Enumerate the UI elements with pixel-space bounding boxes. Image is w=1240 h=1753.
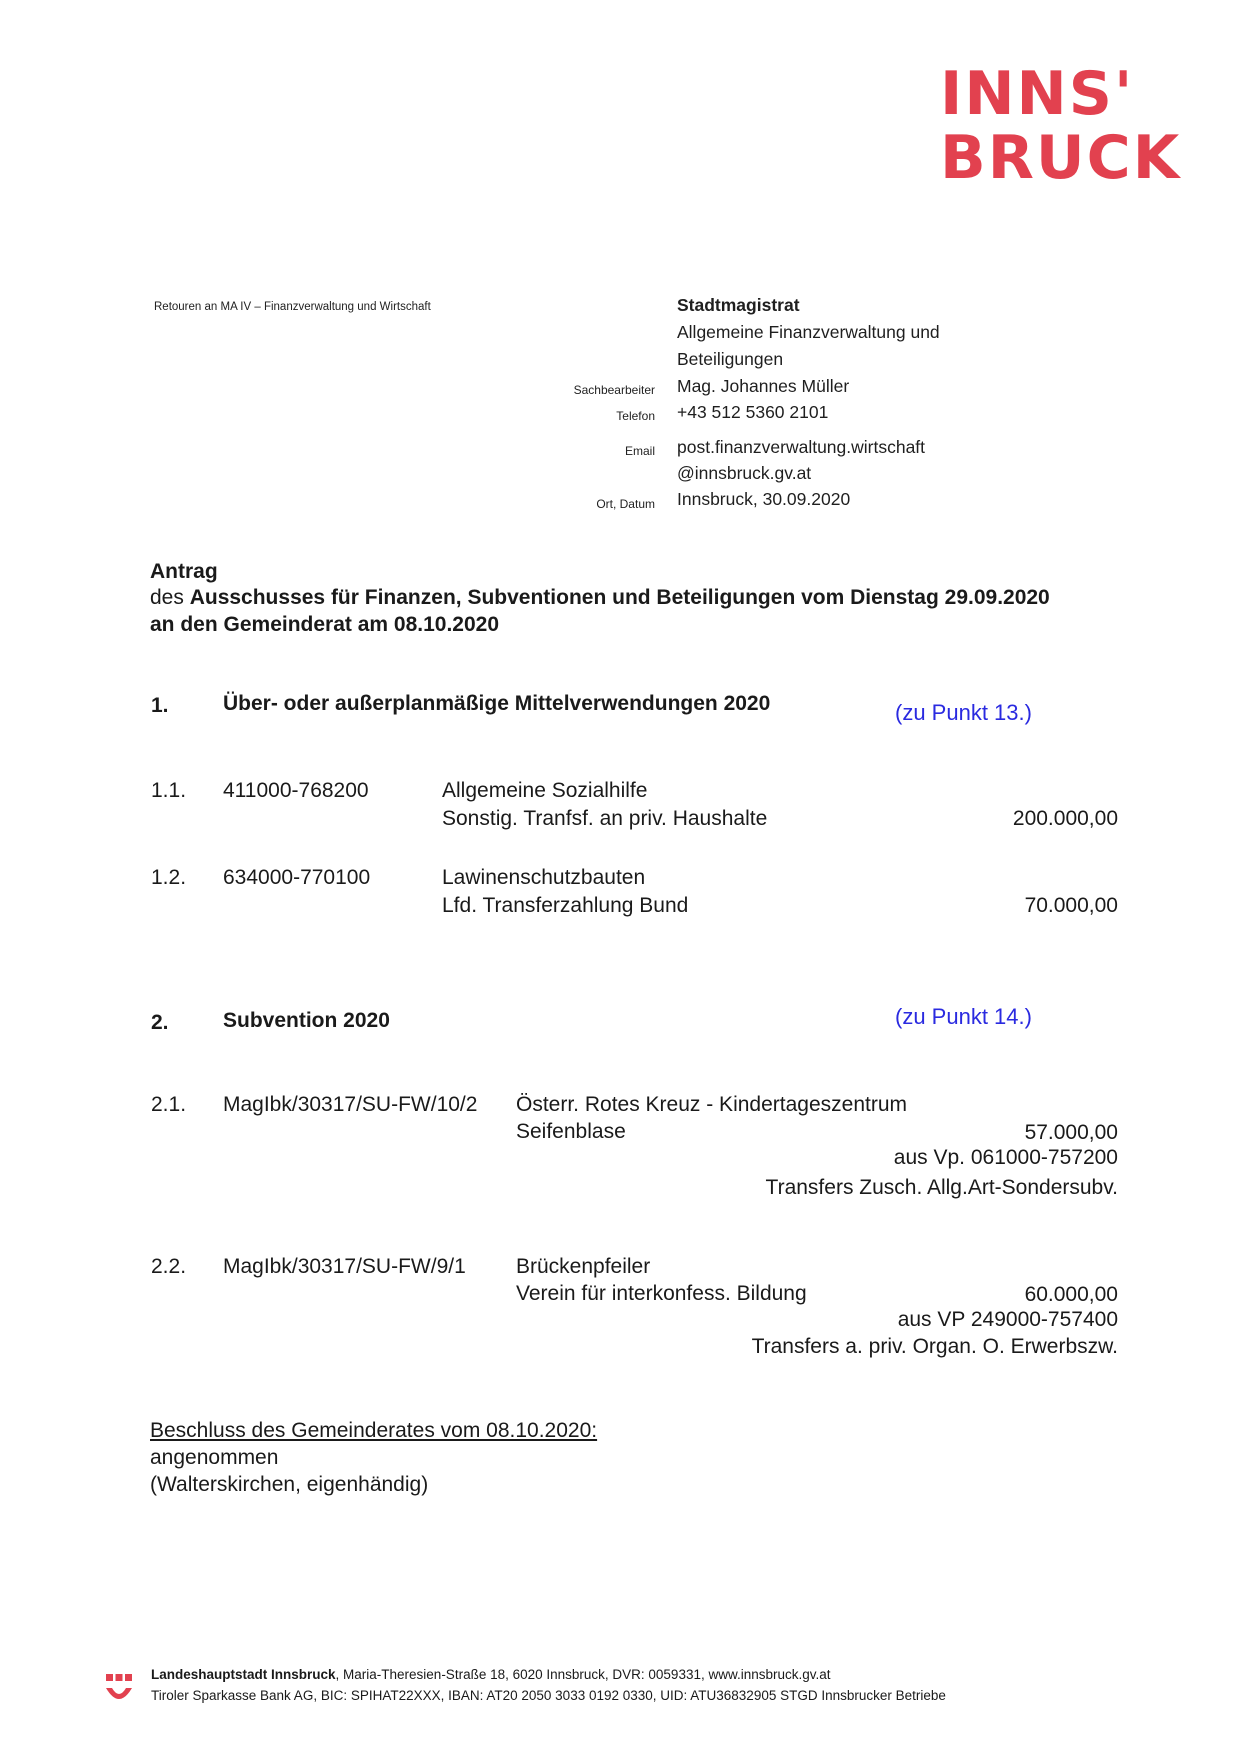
- resolution-result: angenommen: [150, 1446, 279, 1469]
- clerk-label: Sachbearbeiter: [573, 383, 655, 397]
- footer-city-name: Landeshauptstadt Innsbruck: [151, 1667, 336, 1682]
- logo-line-1: INNS': [940, 59, 1135, 129]
- item-2-2-code: MagIbk/30317/SU-FW/9/1: [223, 1255, 466, 1278]
- item-1-2-amount: 70.000,00: [1024, 894, 1118, 917]
- city-logo: [940, 59, 1182, 193]
- item-1-1-desc1: Allgemeine Sozialhilfe: [442, 779, 648, 802]
- email-line1: post.finanzverwaltung.wirtschaft: [677, 437, 926, 457]
- item-1-1-code: 411000-768200: [223, 779, 369, 802]
- title-line-2-prefix: des: [150, 586, 184, 609]
- email-label: Email: [624, 444, 655, 458]
- section2-title: Subvention 2020: [223, 1009, 390, 1032]
- item-2-1-code: MagIbk/30317/SU-FW/10/2: [223, 1093, 478, 1116]
- item-2-2-desc2: Verein für interkonfess. Bildung: [516, 1282, 807, 1305]
- item-2-2-number: 2.2.: [151, 1255, 187, 1278]
- title-line-2: [150, 584, 1050, 611]
- item-2-1-number: 2.1.: [151, 1093, 187, 1116]
- logo-line-2: BRUCK: [940, 123, 1182, 193]
- sender-unit-line2: Beteiligungen: [677, 349, 784, 369]
- item-2-2-desc1: Brückenpfeiler: [516, 1255, 651, 1278]
- resolution-heading: Beschluss des Gemeinderates vom 08.10.2020:: [150, 1419, 598, 1442]
- item-1-2-desc1: Lawinenschutzbauten: [442, 866, 646, 889]
- item-2-1-amount: 57.000,00: [1024, 1121, 1118, 1144]
- footer-bank-details: Tiroler Sparkasse Bank AG, BIC: SPIHAT22XXX, IBAN: AT20 2050 3033 0192 0330, UID: ATU36832905 STGD Innsbrucker Betriebe: [151, 1688, 946, 1703]
- item-2-2-amount: 60.000,00: [1024, 1283, 1118, 1306]
- place-date-label: Ort, Datum: [596, 497, 655, 511]
- item-2-2-budget-position: aus VP 249000-757400: [897, 1308, 1118, 1331]
- title-committee: Ausschusses für Finanzen, Subventionen und Beteiligungen vom Dienstag 29.09.2020: [189, 586, 1050, 609]
- item-2-2-account: Transfers a. priv. Organ. O. Erwerbszw.: [751, 1335, 1118, 1358]
- footer-line-1: [151, 1664, 831, 1685]
- sender-unit-line1: Allgemeine Finanzverwaltung und: [677, 322, 940, 342]
- title-antrag: Antrag: [150, 560, 218, 583]
- section2-reference: (zu Punkt 14.): [895, 1004, 1032, 1029]
- section1-number: 1.: [151, 694, 169, 717]
- place-date: Innsbruck, 30.09.2020: [677, 489, 851, 509]
- item-1-1-amount: 200.000,00: [1012, 807, 1118, 830]
- section1-reference: (zu Punkt 13.): [895, 700, 1032, 725]
- clerk-name: Mag. Johannes Müller: [677, 376, 850, 396]
- title-council-date: an den Gemeinderat am 08.10.2020: [150, 613, 500, 636]
- item-2-1-budget-position: aus Vp. 061000-757200: [893, 1146, 1118, 1169]
- item-1-1-desc2: Sonstig. Tranfsf. an priv. Haushalte: [442, 807, 768, 830]
- phone-number: +43 512 5360 2101: [677, 402, 829, 422]
- item-1-2-number: 1.2.: [151, 866, 187, 889]
- sender-department: Stadtmagistrat: [677, 295, 800, 315]
- resolution-signature: (Walterskirchen, eigenhändig): [150, 1473, 429, 1496]
- city-crest-icon: [104, 1672, 134, 1706]
- item-1-2-code: 634000-770100: [223, 866, 371, 889]
- item-1-2-desc2: Lfd. Transferzahlung Bund: [442, 894, 689, 917]
- section1-title: Über- oder außerplanmäßige Mittelverwendungen 2020: [223, 692, 771, 715]
- item-1-1-number: 1.1.: [151, 779, 187, 802]
- phone-label: Telefon: [616, 409, 655, 423]
- item-2-1-desc2: Seifenblase: [516, 1120, 626, 1143]
- return-address: Retouren an MA IV – Finanzverwaltung und Wirtschaft: [154, 301, 431, 313]
- item-2-1-desc1: Österr. Rotes Kreuz - Kindertageszentrum: [516, 1093, 907, 1116]
- section2-number: 2.: [151, 1011, 169, 1034]
- email-line2: @innsbruck.gv.at: [677, 463, 812, 483]
- footer-address: , Maria-Theresien-Straße 18, 6020 Innsbruck, DVR: 0059331, www.innsbruck.gv.at: [335, 1667, 831, 1682]
- item-2-1-account: Transfers Zusch. Allg.Art-Sondersubv.: [765, 1176, 1118, 1199]
